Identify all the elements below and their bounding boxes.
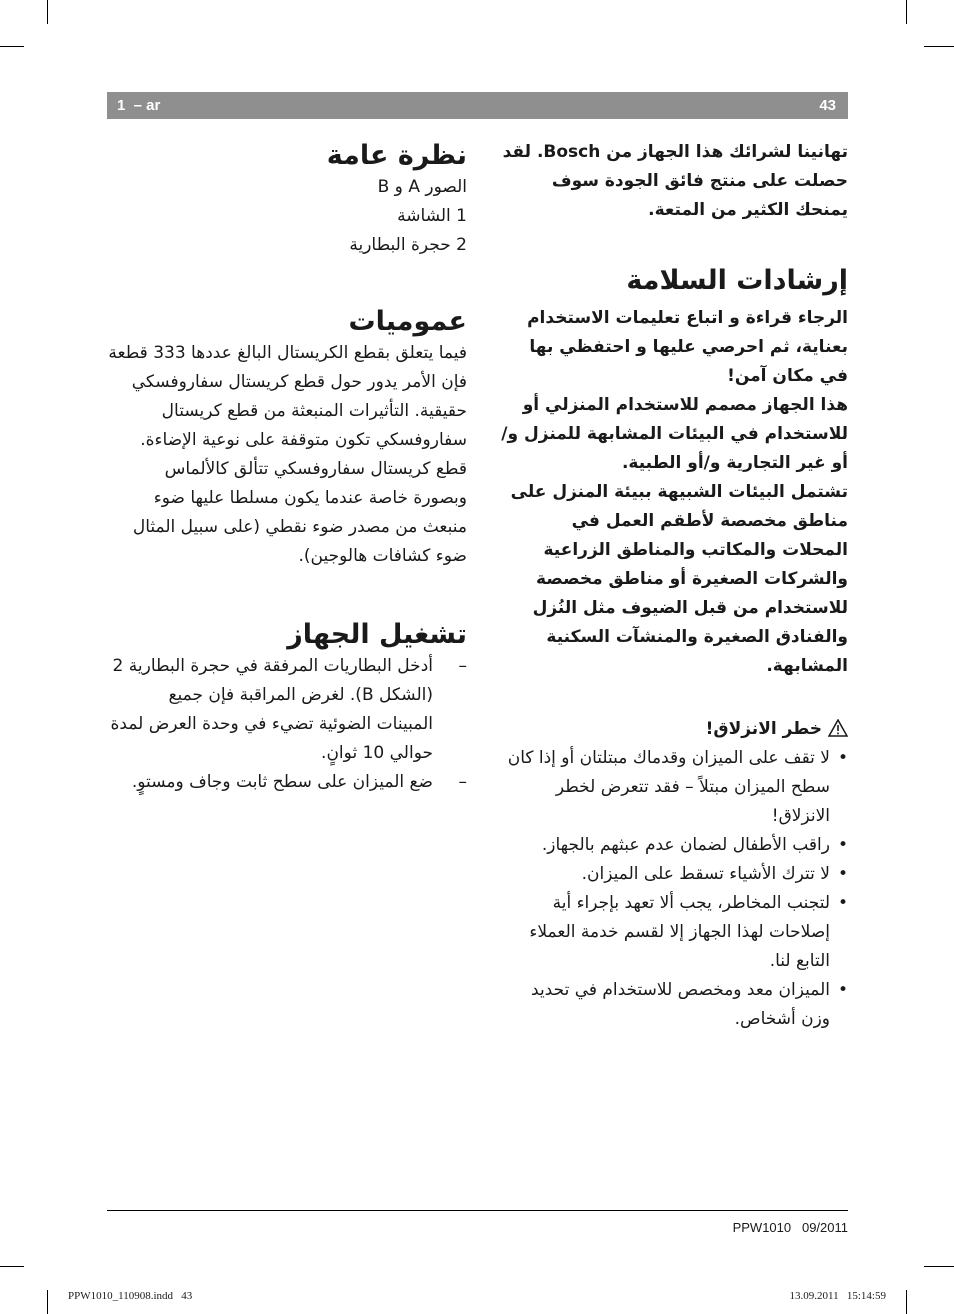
language-label: 1 – ar bbox=[117, 97, 161, 114]
safety-paragraph: تشتمل البيئات الشبيهة ببيئة المنزل على مناطق مخصصة لأطقم العمل في المحلات والمكاتب والمناطق الزراعية والشركات الصغيرة أو مناطق مخصصة للاستخدام من قبل الضيوف مثل النُزل والفنادق الصغيرة والمنشآت السكنية المشابهة. bbox=[510, 482, 848, 677]
crop-mark bbox=[906, 1290, 907, 1314]
safety-heading: إرشادات السلامة bbox=[626, 265, 848, 296]
general-paragraph: قطع كريستال سفاروفسكي تتألق كالألماس وبصورة خاصة عندما يكون مسلطا عليها ضوء منبعث من مصدر ضوء نقطي (على سبيل المثال ضوء كشافات هالوجين). bbox=[132, 459, 467, 567]
operation-heading: تشغيل الجهاز bbox=[287, 619, 467, 651]
list-item: • راقب الأطفال لضمان عدم عبثهم بالجهاز. bbox=[500, 831, 848, 860]
left-column bbox=[107, 138, 467, 797]
overview-line: الصور A و B bbox=[377, 177, 467, 198]
bullet-icon: • bbox=[837, 893, 848, 914]
bullet-icon: • bbox=[837, 835, 848, 856]
intro-text: تهانينا لشرائك هذا الجهاز من Bosch. لقد حصلت على منتج فائق الجودة سوف يمنحك الكثير من المتعة. bbox=[502, 142, 848, 220]
dash-icon: – bbox=[458, 656, 467, 677]
warning-list bbox=[500, 744, 848, 1034]
list-item: • لا تقف على الميزان وقدماك مبتلتان أو إذا كان سطح الميزان مبتلاً – فقد تتعرض لخطر الانزلاق! bbox=[500, 744, 848, 831]
crop-mark bbox=[0, 46, 24, 47]
crop-mark bbox=[0, 1266, 24, 1267]
operation-steps bbox=[107, 652, 467, 797]
page-number: 43 bbox=[819, 97, 836, 114]
footer-divider bbox=[107, 1210, 848, 1211]
crop-mark bbox=[924, 1266, 954, 1267]
warning-heading bbox=[500, 715, 848, 744]
bullet-icon: • bbox=[837, 748, 848, 769]
general-paragraph: فيما يتعلق بقطع الكريستال البالغ عددها 333 قطعة فإن الأمر يدور حول قطع كريستال سفاروفسكي حقيقية. التأثيرات المنبعثة من قطع كريستال سفاروفسكي تكون متوقفة على نوعية الإضاءة. bbox=[108, 343, 467, 451]
footer-model-date: PPW1010 09/2011 bbox=[732, 1220, 848, 1235]
list-item: • الميزان معد ومخصص للاستخدام في تحديد وزن أشخاص. bbox=[500, 976, 848, 1034]
dash-icon: – bbox=[458, 772, 467, 793]
safety-paragraph: هذا الجهاز مصمم للاستخدام المنزلي أو للاستخدام في البيئات المشابهة للمنزل و/أو غير التجارية و/أو الطبية. bbox=[501, 395, 848, 474]
right-column bbox=[500, 138, 848, 1034]
overview-line: 1 الشاشة bbox=[397, 206, 467, 227]
bullet-icon: • bbox=[837, 864, 848, 885]
warning-triangle-icon bbox=[828, 719, 848, 737]
overview-heading: نظرة عامة bbox=[326, 140, 467, 171]
crop-mark bbox=[47, 0, 48, 24]
bullet-icon: • bbox=[837, 980, 848, 1001]
crop-mark bbox=[906, 0, 907, 24]
overview-line: 2 حجرة البطارية bbox=[349, 235, 467, 256]
list-item: • لا تترك الأشياء تسقط على الميزان. bbox=[500, 860, 848, 889]
safety-paragraph: الرجاء قراءة و اتباع تعليمات الاستخدام بعناية، ثم احرصي عليها و احتفظي بها في مكان آمن! bbox=[527, 308, 848, 387]
print-slug-file: PPW1010_110908.indd 43 bbox=[68, 1290, 193, 1302]
list-item: – أدخل البطاريات المرفقة في حجرة البطارية 2 (الشكل B). لغرض المراقبة فإن جميع المبينات الضوئية تضيء في وحدة العرض لمدة حوالي 10 ثوانٍ. bbox=[107, 652, 467, 768]
general-heading: عموميات bbox=[348, 306, 467, 338]
print-slug-timestamp: 13.09.2011 15:14:59 bbox=[789, 1290, 886, 1302]
list-item: • لتجنب المخاطر، يجب ألا تعهد بإجراء أية إصلاحات لهذا الجهاز إلا لقسم خدمة العملاء التابع لنا. bbox=[500, 889, 848, 976]
warning-title: خطر الانزلاق! bbox=[705, 719, 822, 740]
crop-mark bbox=[47, 1290, 48, 1314]
crop-mark bbox=[924, 46, 954, 47]
page-header-bar bbox=[107, 92, 848, 119]
list-item: – ضع الميزان على سطح ثابت وجاف ومستوٍ. bbox=[107, 768, 467, 797]
